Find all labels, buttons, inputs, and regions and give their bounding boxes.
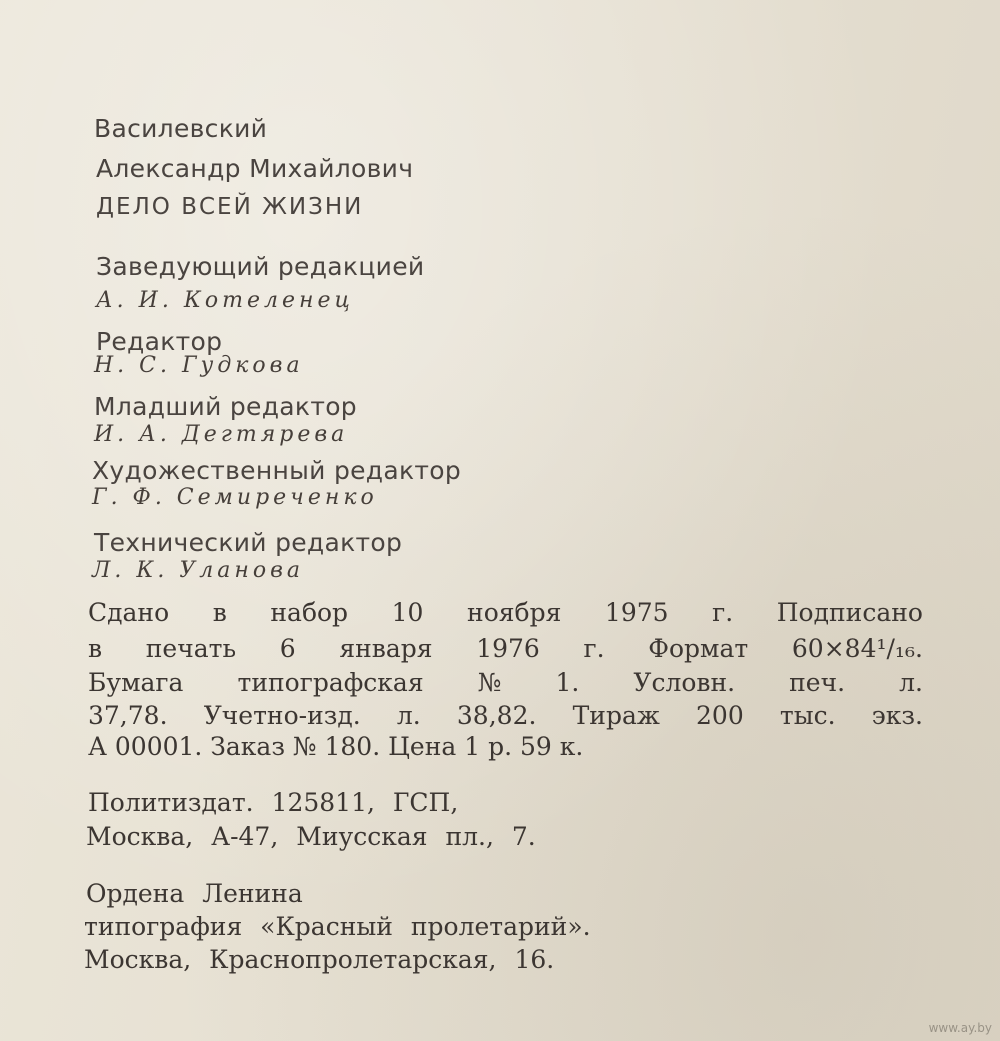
credit-role-1: Редактор: [96, 327, 223, 356]
publisher-line-2: Москва, А-47, Миусская пл., 7.: [86, 822, 536, 851]
credit-role-4: Технический редактор: [94, 528, 403, 557]
credit-name-2: И. А. Дегтярева: [94, 422, 349, 447]
imprint-line-4: А 00001. Заказ № 180. Цена 1 р. 59 к.: [88, 732, 584, 761]
credit-name-1: Н. С. Гудкова: [94, 353, 304, 378]
credit-role-0: Заведующий редакцией: [96, 252, 425, 281]
printer-line-3: Москва, Краснопролетарская, 16.: [84, 945, 555, 974]
imprint-line-0: Сдано в набор 10 ноября 1975 г. Подписано: [88, 598, 923, 627]
author-given-names: Александр Михайлович: [96, 154, 414, 183]
credit-role-2: Младший редактор: [94, 392, 357, 421]
watermark: www.ay.by: [928, 1021, 992, 1035]
credit-name-0: А. И. Котеленец: [96, 288, 354, 313]
publisher-line-1: Политиздат. 125811, ГСП,: [88, 788, 459, 817]
printer-line-2: типография «Красный пролетарий».: [84, 912, 591, 941]
imprint-line-1: в печать 6 января 1976 г. Формат 60×84¹/₁₆.: [88, 634, 923, 663]
printer-line-1: Ордена Ленина: [86, 879, 303, 908]
imprint-line-2: Бумага типографская № 1. Условн. печ. л.: [88, 668, 923, 697]
author-surname: Василевский: [94, 114, 268, 143]
credit-name-3: Г. Ф. Семиреченко: [92, 485, 378, 510]
credit-role-3: Художественный редактор: [92, 456, 462, 485]
book-title: ДЕЛО ВСЕЙ ЖИЗНИ: [96, 194, 364, 220]
imprint-line-3: 37,78. Учетно-изд. л. 38,82. Тираж 200 тыс. экз.: [88, 701, 923, 730]
credit-name-4: Л. К. Уланова: [92, 558, 305, 583]
